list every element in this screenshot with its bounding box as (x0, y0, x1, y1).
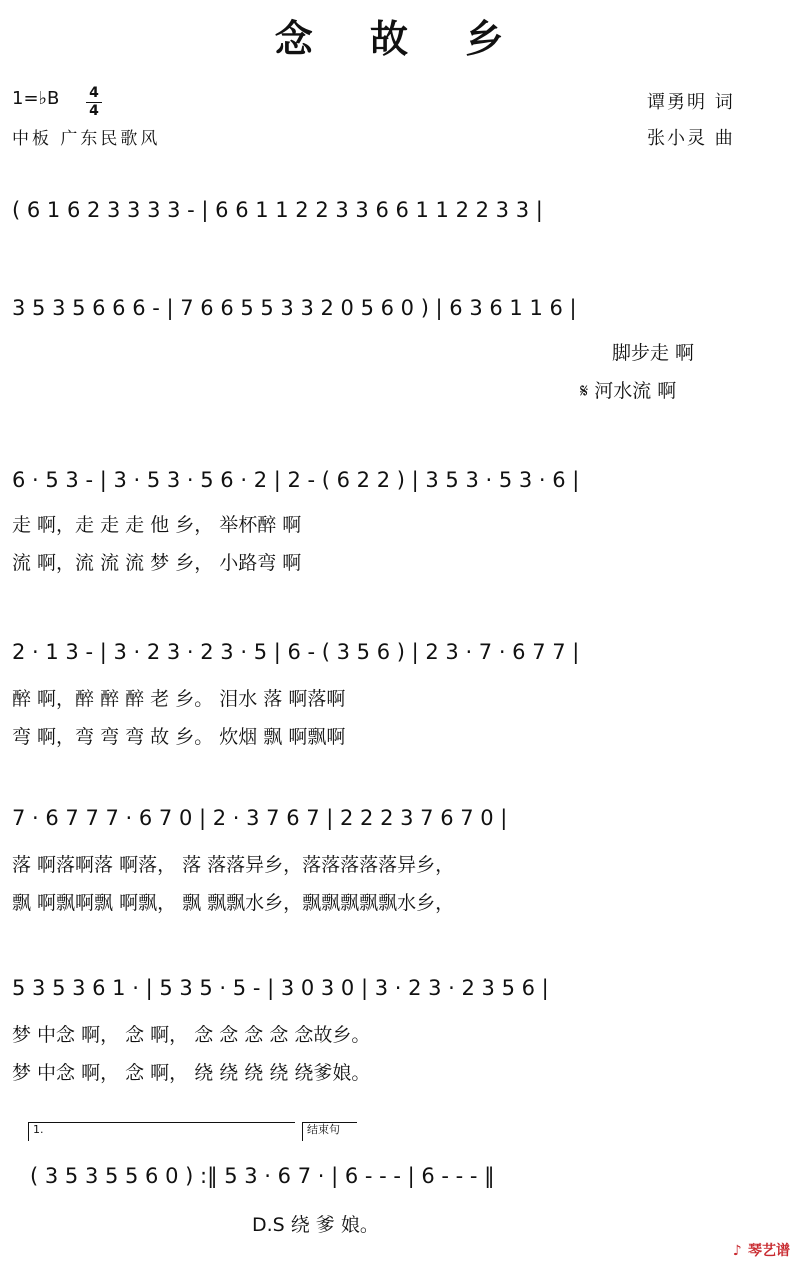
lyrics-verse-1 (0, 684, 800, 712)
lyrics-verse-2 (0, 1058, 800, 1086)
notes-line: 5 3 5 3 6 1 · | 5 3 5 · 5 - | 3 0 3 0 | 3 · 2 3 · 2 3 5 6 | (12, 976, 549, 1000)
score-system-4 (0, 634, 800, 674)
watermark-logo (733, 1239, 790, 1260)
lyric-line: 梦 中念 啊， 念 啊， 念 念 念 念 念故乡。 (12, 1024, 371, 1046)
tempo-style: 中板 广东民歌风 (12, 129, 161, 149)
first-ending-bracket (28, 1122, 295, 1141)
lyrics-verse-1 (0, 1210, 800, 1238)
lyric-line: 𝄋 河水流 啊 (580, 380, 677, 402)
lyrics-verse-2 (0, 548, 800, 576)
score-system-7 (0, 1158, 800, 1198)
watermark-text: 琴艺谱 (748, 1243, 790, 1259)
lyrics-verse-2 (0, 376, 800, 404)
lyric-line: 醉 啊，醉 醉 醉 老 乡。 泪水 落 啊落啊 (12, 688, 346, 710)
notes-line: 2 · 1 3 - | 3 · 2 3 · 2 3 · 5 | 6 - ( 3 5 6 ) | 2 3 · 7 · 6 7 7 | (12, 640, 580, 664)
lyric-line: 弯 啊，弯 弯 弯 故 乡。 炊烟 飘 啊飘啊 (12, 726, 346, 748)
meter-bottom: 4 (89, 103, 99, 119)
lyrics-verse-1 (0, 338, 800, 366)
score-system-3 (0, 462, 800, 502)
score-system-5 (0, 800, 800, 840)
lyrics-verse-2 (0, 722, 800, 750)
lyric-line: 落 啊落啊落 啊落， 落 落落异乡，落落落落落异乡， (12, 854, 455, 876)
lyric-line: 脚步走 啊 (612, 342, 695, 364)
lyric-line: 流 啊，流 流 流 梦 乡， 小路弯 啊 (12, 552, 302, 574)
time-signature (86, 86, 102, 119)
lyricist-credit: 谭勇明 词 (647, 92, 735, 113)
notes-line: 7 · 6 7 7 7 · 6 7 0 | 2 · 3 7 6 7 | 2 2 2 3 7 6 7 0 | (12, 806, 508, 830)
notes-line: ( 3 5 3 5 5 6 0 ) :‖ 5 3 · 6 7 · | 6 - - - | 6 - - - ‖ (30, 1164, 495, 1188)
lyrics-verse-1 (0, 510, 800, 538)
lyrics-verse-2 (0, 888, 800, 916)
lyrics-verse-1 (0, 850, 800, 878)
song-title: 念 故 乡 (274, 17, 526, 61)
lyric-line: 飘 啊飘啊飘 啊飘， 飘 飘飘水乡，飘飘飘飘飘水乡， (12, 892, 455, 914)
logo-icon: ♪ (732, 1243, 742, 1259)
coda-label: 结束句 (307, 1123, 340, 1136)
key-signature: 1=♭B (12, 88, 60, 109)
notes-line: 6 · 5 3 - | 3 · 5 3 · 5 6 · 2 | 2 - ( 6 2 2 ) | 3 5 3 · 5 3 · 6 | (12, 468, 580, 492)
lyric-line: D.S 绕 爹 娘。 (252, 1214, 379, 1236)
score-system-1 (0, 192, 800, 232)
composer-credit: 张小灵 曲 (647, 128, 735, 149)
lyrics-verse-1 (0, 1020, 800, 1048)
coda-bracket (302, 1122, 357, 1141)
lyric-line: 走 啊，走 走 走 他 乡， 举杯醉 啊 (12, 514, 302, 536)
first-ending-label: 1. (33, 1123, 44, 1136)
score-system-6 (0, 970, 800, 1010)
score-system-2 (0, 290, 800, 330)
notes-line: ( 6 1 6 2 3 3 3 3 - | 6 6 1 1 2 2 3 3 6 6 1 1 2 2 3 3 | (12, 198, 543, 222)
lyric-line: 梦 中念 啊， 念 啊， 绕 绕 绕 绕 绕爹娘。 (12, 1062, 371, 1084)
meter-top: 4 (89, 85, 99, 101)
notes-line: 3 5 3 5 6 6 6 - | 7 6 6 5 5 3 3 2 0 5 6 0 ) | 6 3 6 1 1 6 | (12, 296, 577, 320)
